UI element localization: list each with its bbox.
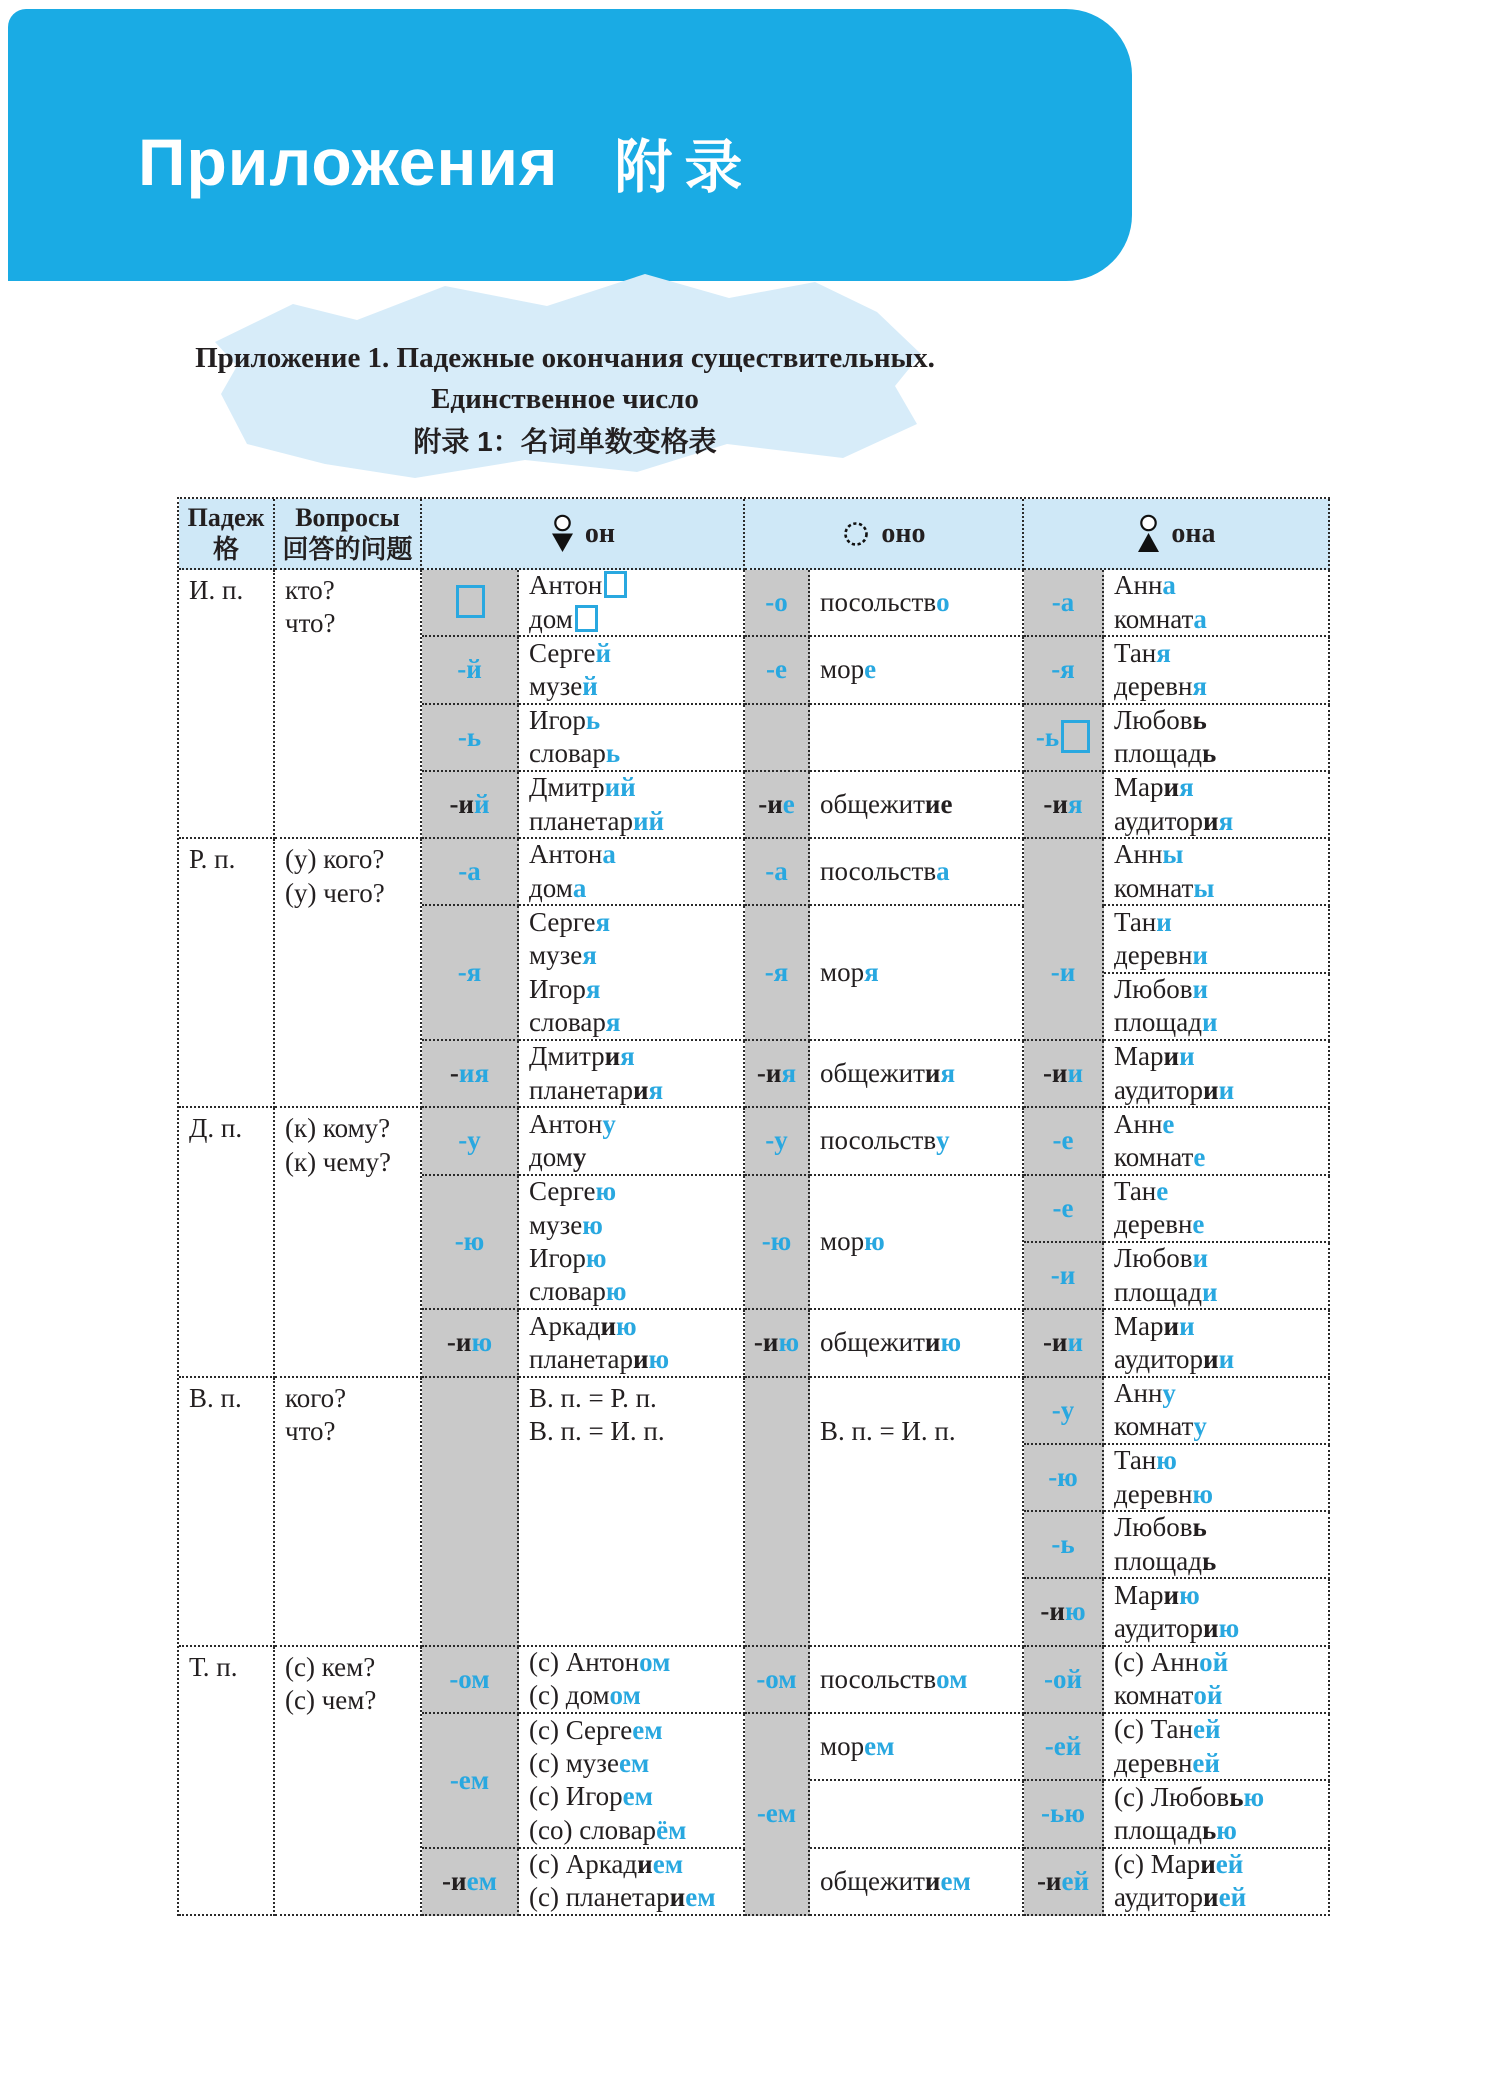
zero-ending-box xyxy=(1061,720,1090,753)
header-case-zh: 格 xyxy=(212,534,239,564)
cell-ex-r10-c8: Анне комнате xyxy=(1104,1108,1330,1175)
header-gender-masculine xyxy=(422,499,745,570)
cell-ex-r13-c8: Марии аудитории xyxy=(1104,1310,1330,1377)
cell-ex-r14-c8: Анну комнату xyxy=(1104,1378,1330,1445)
header-case-ru: Падеж xyxy=(187,502,265,532)
cell-end-r13-c7: -ии xyxy=(1024,1310,1104,1377)
cell-end-r14-c7: -у xyxy=(1024,1378,1104,1445)
cell-ex-r13-c6: общежитию xyxy=(810,1310,1024,1377)
cell-end-r7-c5: -я xyxy=(745,906,810,1041)
cell-end-r13-c3: -ию xyxy=(422,1310,519,1377)
cell-end-r13-c5: -ию xyxy=(745,1310,810,1377)
cell-ex-r16-c8: Любовь площадь xyxy=(1104,1512,1330,1579)
cell-ex-r4-c6 xyxy=(810,705,1024,772)
cell-end-r4-c3: -ь xyxy=(422,705,519,772)
cell-ex-r6-c8: Анны комнаты xyxy=(1104,839,1330,906)
gender-label-ona: она xyxy=(1171,517,1216,549)
cell-q-r6-c2: (у) кого? (у) чего? xyxy=(275,839,422,1108)
cell-ex-r21-c8: (с) Марией аудиторией xyxy=(1104,1849,1330,1916)
cell-ex-r7-c6: моря xyxy=(810,906,1024,1041)
cell-q-r2-c2: кто? что? xyxy=(275,570,422,839)
cell-end-r3-c3: -й xyxy=(422,637,519,704)
cell-q-r14-c2: кого? что? xyxy=(275,1378,422,1647)
cell-ex-r17-c8: Марию аудиторию xyxy=(1104,1579,1330,1646)
cell-ex-r6-c6: посольства xyxy=(810,839,1024,906)
cell-ex-r19-c6: морем xyxy=(810,1714,1024,1781)
cell-ex-r4-c4: Игорь словарь xyxy=(519,705,745,772)
cell-ex-r10-c4: Антону дому xyxy=(519,1108,745,1175)
cell-ex-r20-c6 xyxy=(810,1781,1024,1848)
cell-end-r17-c7: -ию xyxy=(1024,1579,1104,1646)
cell-ex-r13-c4: Аркадию планетарию xyxy=(519,1310,745,1377)
cell-case-r2-c1: И. п. xyxy=(179,570,275,839)
cell-end-r18-c5: -ом xyxy=(745,1647,810,1714)
gender-label-ono: оно xyxy=(881,517,926,549)
cell-ex-r21-c4: (с) Аркадием (с) планетарием xyxy=(519,1849,745,1916)
cell-case-r18-c1: Т. п. xyxy=(179,1647,275,1916)
female-figure-icon xyxy=(1136,514,1161,554)
cell-end-r21-c3: -ием xyxy=(422,1849,519,1916)
cell-end-r7-c3: -я xyxy=(422,906,519,1041)
cell-ex-r14-c6: В. п. = И. п. xyxy=(810,1378,1024,1647)
cell-end-r19-c3: -ем xyxy=(422,1714,519,1849)
header-questions-zh: 回答的问题 xyxy=(282,534,413,564)
cell-ex-r9-c6: общежития xyxy=(810,1041,1024,1108)
male-figure-icon xyxy=(550,514,575,554)
cell-ex-r21-c6: общежитием xyxy=(810,1849,1024,1916)
cell-ex-r19-c4: (с) Сергеем (с) музеем (с) Игорем (со) словарём xyxy=(519,1714,745,1849)
declension-table xyxy=(177,497,1330,1916)
cell-end-r16-c7: -ь xyxy=(1024,1512,1104,1579)
header-gender-neuter xyxy=(745,499,1024,570)
cell-ex-r5-c4: Дмитрий планетарий xyxy=(519,772,745,839)
cell-ex-r3-c8: Таня деревня xyxy=(1104,637,1330,704)
cell-end-r5-c3: -ий xyxy=(422,772,519,839)
neuter-circle-icon xyxy=(841,519,871,549)
cell-ex-r9-c8: Марии аудитории xyxy=(1104,1041,1330,1108)
cell-case-r10-c1: Д. п. xyxy=(179,1108,275,1377)
cell-end-r9-c5: -ия xyxy=(745,1041,810,1108)
cell-end-r2-c7: -а xyxy=(1024,570,1104,637)
cell-ex-r2-c4: Антон дом xyxy=(519,570,745,637)
cell-ex-r18-c6: посольством xyxy=(810,1647,1024,1714)
gender-label-on: он xyxy=(584,517,616,549)
cell-ex-r18-c8: (с) Анной комнатой xyxy=(1104,1647,1330,1714)
cell-end-r21-c7: -ией xyxy=(1024,1849,1104,1916)
cell-end-r11-c3: -ю xyxy=(422,1176,519,1311)
cell-ex-r11-c4: Сергею музею Игорю словарю xyxy=(519,1176,745,1311)
cell-ex-r2-c8: Анна комната xyxy=(1104,570,1330,637)
cell-ex-r19-c8: (с) Таней деревней xyxy=(1104,1714,1330,1781)
cell-ex-r11-c8: Тане деревне xyxy=(1104,1176,1330,1243)
header-case-column xyxy=(179,499,275,570)
cell-end-r9-c3: -ия xyxy=(422,1041,519,1108)
cell-ex-r11-c6: морю xyxy=(810,1176,1024,1311)
cell-end-r3-c7: -я xyxy=(1024,637,1104,704)
cell-ex-r5-c6: общежитие xyxy=(810,772,1024,839)
cell-end-r10-c7: -е xyxy=(1024,1108,1104,1175)
cell-case-r14-c1: В. п. xyxy=(179,1378,275,1647)
cell-ex-r3-c4: Сергей музей xyxy=(519,637,745,704)
cell-end-r6-c3: -а xyxy=(422,839,519,906)
cell-end-r19-c7: -ей xyxy=(1024,1714,1104,1781)
header-gender-feminine xyxy=(1024,499,1330,570)
cell-end-r6-c5: -а xyxy=(745,839,810,906)
cell-ex-r2-c6: посольство xyxy=(810,570,1024,637)
appendix-heading xyxy=(140,338,990,464)
cell-ex-r7-c8: Тани деревни xyxy=(1104,906,1330,973)
cell-end-r10-c5: -у xyxy=(745,1108,810,1175)
cell-end-r2-c5: -о xyxy=(745,570,810,637)
cell-ex-r20-c8: (с) Любовью площадью xyxy=(1104,1781,1330,1848)
cell-end-r5-c7: -ия xyxy=(1024,772,1104,839)
cell-end-r20-c7: -ью xyxy=(1024,1781,1104,1848)
cell-end-r11-c5: -ю xyxy=(745,1176,810,1311)
appendix-title-line3: 附录 1：名词单数变格表 xyxy=(413,426,717,457)
cell-ex-r3-c6: море xyxy=(810,637,1024,704)
header-questions-column xyxy=(275,499,422,570)
cell-q-r18-c2: (с) кем? (с) чем? xyxy=(275,1647,422,1916)
cell-end-r9-c7: -ии xyxy=(1024,1041,1104,1108)
cell-end-r10-c3: -у xyxy=(422,1108,519,1175)
cell-end-r3-c5: -е xyxy=(745,637,810,704)
cell-end-r14-c3 xyxy=(422,1378,519,1647)
cell-ex-r4-c8: Любовь площадь xyxy=(1104,705,1330,772)
cell-end-r2-c3 xyxy=(422,570,519,637)
cell-ex-r8-c8: Любови площади xyxy=(1104,974,1330,1041)
chapter-title-chinese: 附录 xyxy=(614,135,755,200)
cell-ex-r10-c6: посольству xyxy=(810,1108,1024,1175)
cell-end-r18-c3: -ом xyxy=(422,1647,519,1714)
cell-end-r7-c7: -и xyxy=(1024,906,1104,1041)
cell-ex-r6-c4: Антона дома xyxy=(519,839,745,906)
zero-ending-box xyxy=(604,571,627,598)
cell-ex-r15-c8: Таню деревню xyxy=(1104,1445,1330,1512)
cell-ex-r7-c4: Сергея музея Игоря словаря xyxy=(519,906,745,1041)
cell-end-r5-c5: -ие xyxy=(745,772,810,839)
cell-end-r6-c7 xyxy=(1024,839,1104,906)
cell-end-r4-c7: -ь xyxy=(1024,705,1104,772)
appendix-title-line1: Приложение 1. Падежные окончания существительных. xyxy=(195,342,935,374)
cell-ex-r9-c4: Дмитрия планетария xyxy=(519,1041,745,1108)
header-questions-ru: Вопросы xyxy=(295,502,400,532)
cell-case-r6-c1: Р. п. xyxy=(179,839,275,1108)
cell-end-r4-c5 xyxy=(745,705,810,772)
cell-ex-r12-c8: Любови площади xyxy=(1104,1243,1330,1310)
chapter-banner xyxy=(8,9,1132,281)
cell-end-r14-c5 xyxy=(745,1378,810,1647)
zero-ending-box xyxy=(575,605,598,632)
cell-end-r18-c7: -ой xyxy=(1024,1647,1104,1714)
cell-end-r11-c7: -е xyxy=(1024,1176,1104,1243)
cell-end-r19-c5: -ем xyxy=(745,1714,810,1916)
cell-ex-r5-c8: Мария аудитория xyxy=(1104,772,1330,839)
cell-end-r15-c7: -ю xyxy=(1024,1445,1104,1512)
cell-ex-r18-c4: (с) Антоном (с) домом xyxy=(519,1647,745,1714)
zero-ending-box xyxy=(456,585,485,618)
cell-q-r10-c2: (к) кому? (к) чему? xyxy=(275,1108,422,1377)
chapter-title-russian: Приложения xyxy=(138,125,559,199)
appendix-title-line2: Единственное число xyxy=(431,383,699,415)
cell-ex-r14-c4: В. п. = Р. п. В. п. = И. п. xyxy=(519,1378,745,1647)
cell-end-r12-c7: -и xyxy=(1024,1243,1104,1310)
